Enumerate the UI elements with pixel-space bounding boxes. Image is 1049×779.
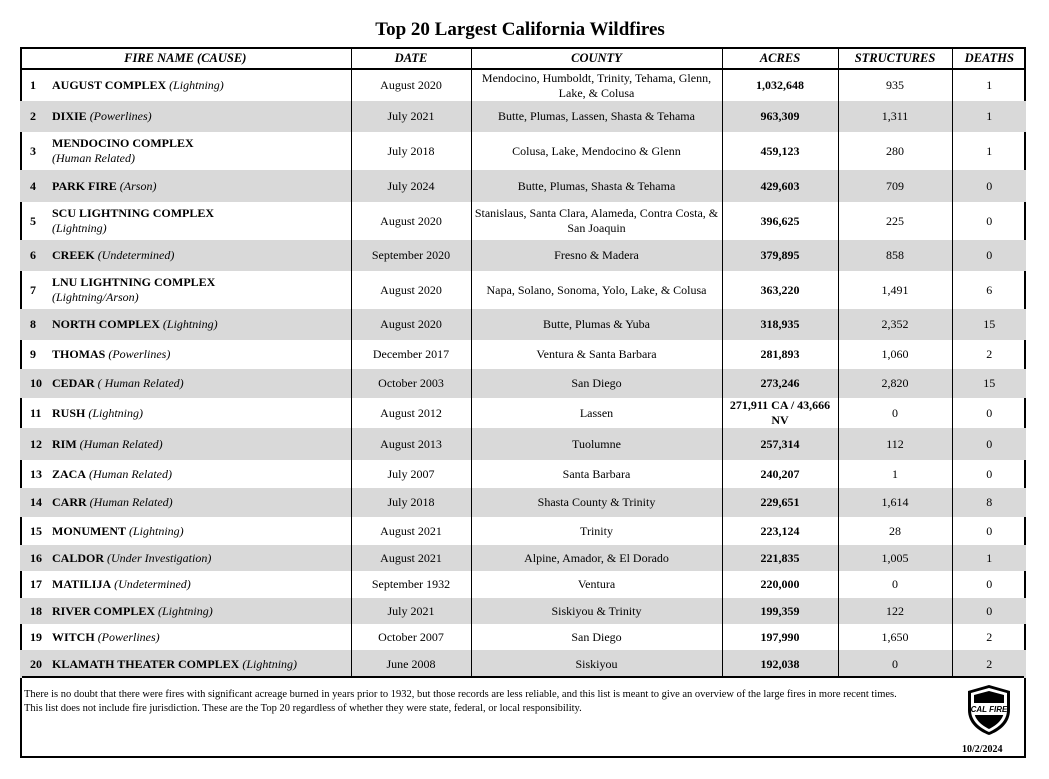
county-cell: Mendocino, Humboldt, Trinity, Tehama, Glenn, Lake, & Colusa xyxy=(471,69,722,101)
county-cell: Tuolumne xyxy=(471,428,722,460)
fire-name: NORTH COMPLEX xyxy=(52,317,160,332)
fire-name: PARK FIRE xyxy=(52,178,117,193)
fire-name-cell xyxy=(20,69,351,101)
structures-cell: 0 xyxy=(838,571,952,598)
header-structures: STRUCTURES xyxy=(838,49,952,69)
deaths-cell: 0 xyxy=(952,598,1026,624)
rank-number: 2 xyxy=(30,109,36,124)
fire-cause: (Human Related) xyxy=(89,466,172,481)
county-cell: Shasta County & Trinity xyxy=(471,488,722,517)
structures-cell: 1,060 xyxy=(838,340,952,369)
date-cell: August 2021 xyxy=(351,517,471,545)
fire-cause: (Undetermined) xyxy=(97,248,175,263)
date-cell: August 2013 xyxy=(351,428,471,460)
county-cell: Butte, Plumas, Shasta & Tehama xyxy=(471,170,722,202)
fire-name: RUSH xyxy=(52,405,86,420)
fire-name: KLAMATH THEATER COMPLEX xyxy=(52,656,240,671)
fire-cause: (Lightning) xyxy=(129,523,184,538)
table-row xyxy=(20,309,1026,340)
date-cell: July 2021 xyxy=(351,101,471,132)
fire-cause: (Powerlines) xyxy=(89,109,152,124)
deaths-cell: 0 xyxy=(952,517,1026,545)
date-cell: July 2007 xyxy=(351,460,471,488)
table-row xyxy=(20,202,1026,240)
rank-number: 9 xyxy=(30,347,36,362)
rank-number: 11 xyxy=(30,405,42,420)
document-date: 10/2/2024 xyxy=(962,744,1003,755)
fire-cause: (Lightning) xyxy=(169,78,224,93)
rank-number: 17 xyxy=(30,577,42,592)
fire-name: WITCH xyxy=(52,629,95,644)
structures-cell: 2,352 xyxy=(838,309,952,340)
fire-name: CARR xyxy=(52,495,87,510)
acres-cell: 197,990 xyxy=(722,624,838,650)
footer-note-acreage: There is no doubt that there were fires with significant acreage burned in years prior to 1932, but those records are less reliable, and this list is meant to give an overview of the large fires in more recent times. xyxy=(24,689,897,700)
deaths-cell: 15 xyxy=(952,369,1026,398)
table-row xyxy=(20,69,1026,101)
fire-name-cell xyxy=(20,240,351,271)
fire-cause: (Human Related) xyxy=(79,436,163,451)
fire-cause: (Powerlines) xyxy=(97,629,160,644)
rank-number: 18 xyxy=(30,603,42,618)
wildfires-table xyxy=(20,49,1026,678)
deaths-cell: 8 xyxy=(952,488,1026,517)
fire-cause: (Lightning/Arson) xyxy=(52,290,139,304)
header-deaths: DEATHS xyxy=(952,49,1026,69)
fire-cause: (Human Related) xyxy=(89,495,173,510)
rank-number: 8 xyxy=(30,317,36,332)
acres-cell: 318,935 xyxy=(722,309,838,340)
date-cell: July 2018 xyxy=(351,132,471,170)
fire-name-cell xyxy=(20,170,351,202)
rank-number: 10 xyxy=(30,376,42,391)
structures-cell: 2,820 xyxy=(838,369,952,398)
fire-cause: (Human Related) xyxy=(52,151,135,165)
fire-cause: (Lightning) xyxy=(162,317,218,332)
fire-cause: (Under Investigation) xyxy=(107,550,212,565)
county-cell: Butte, Plumas, Lassen, Shasta & Tehama xyxy=(471,101,722,132)
acres-cell: 192,038 xyxy=(722,650,838,678)
date-cell: September 2020 xyxy=(351,240,471,271)
rank-number: 6 xyxy=(30,248,36,263)
fire-name: ZACA xyxy=(52,466,87,481)
rank-number: 20 xyxy=(30,656,42,671)
county-cell: Siskiyou xyxy=(471,650,722,678)
structures-cell: 280 xyxy=(838,132,952,170)
county-cell: Santa Barbara xyxy=(471,460,722,488)
fire-name-cell xyxy=(20,650,351,678)
deaths-cell: 0 xyxy=(952,428,1026,460)
acres-cell: 429,603 xyxy=(722,170,838,202)
fire-name-cell xyxy=(20,545,351,571)
table-row xyxy=(20,132,1026,170)
structures-cell: 0 xyxy=(838,650,952,678)
fire-name-cell xyxy=(20,132,351,170)
acres-cell: 257,314 xyxy=(722,428,838,460)
rank-number: 12 xyxy=(30,436,42,451)
structures-cell: 112 xyxy=(838,428,952,460)
table-row xyxy=(20,271,1026,309)
date-cell: July 2018 xyxy=(351,488,471,517)
table-row xyxy=(20,340,1026,369)
acres-cell: 1,032,648 xyxy=(722,69,838,101)
acres-cell: 229,651 xyxy=(722,488,838,517)
deaths-cell: 0 xyxy=(952,170,1026,202)
structures-cell: 1,005 xyxy=(838,545,952,571)
rank-number: 4 xyxy=(30,178,36,193)
table-row xyxy=(20,240,1026,271)
fire-name: RIM xyxy=(52,436,77,451)
structures-cell: 122 xyxy=(838,598,952,624)
date-cell: August 2020 xyxy=(351,69,471,101)
fire-name: MONUMENT xyxy=(52,523,126,538)
table-row xyxy=(20,545,1026,571)
deaths-cell: 1 xyxy=(952,132,1026,170)
county-cell: Fresno & Madera xyxy=(471,240,722,271)
date-cell: July 2021 xyxy=(351,598,471,624)
fire-cause: (Lightning) xyxy=(242,656,298,671)
header-acres: ACRES xyxy=(722,49,838,69)
table-row xyxy=(20,571,1026,598)
structures-cell: 0 xyxy=(838,398,952,428)
date-cell: August 2021 xyxy=(351,545,471,571)
fire-name-cell xyxy=(20,571,351,598)
footer-note-jurisdiction: This list does not include fire jurisdiction. These are the Top 20 regardless of whether they were state, federal, or local responsibility. xyxy=(24,703,582,714)
fire-cause: (Powerlines) xyxy=(108,347,171,362)
table-row xyxy=(20,428,1026,460)
acres-cell: 240,207 xyxy=(722,460,838,488)
fire-name: LNU LIGHTNING COMPLEX xyxy=(52,275,216,289)
county-cell: San Diego xyxy=(471,624,722,650)
structures-cell: 858 xyxy=(838,240,952,271)
fire-name: MATILIJA xyxy=(52,577,112,592)
structures-cell: 225 xyxy=(838,202,952,240)
header-fire-name: FIRE NAME (CAUSE) xyxy=(20,49,351,69)
structures-cell: 1 xyxy=(838,460,952,488)
fire-name-cell xyxy=(20,398,351,428)
county-cell: Trinity xyxy=(471,517,722,545)
county-cell: Colusa, Lake, Mendocino & Glenn xyxy=(471,132,722,170)
table-row xyxy=(20,398,1026,428)
deaths-cell: 0 xyxy=(952,240,1026,271)
logo-text: CAL FIRE xyxy=(970,705,1008,714)
county-cell: Lassen xyxy=(471,398,722,428)
fire-cause: ( Human Related) xyxy=(97,376,184,391)
fire-name: CALDOR xyxy=(52,550,105,565)
header-row xyxy=(20,49,1026,69)
acres-cell: 221,835 xyxy=(722,545,838,571)
fire-name: SCU LIGHTNING COMPLEX xyxy=(52,206,215,220)
rank-number: 5 xyxy=(30,213,36,228)
fire-name-cell xyxy=(20,460,351,488)
table-row xyxy=(20,170,1026,202)
acres-cell: 273,246 xyxy=(722,369,838,398)
date-cell: August 2020 xyxy=(351,271,471,309)
deaths-cell: 1 xyxy=(952,69,1026,101)
deaths-cell: 0 xyxy=(952,202,1026,240)
rank-number: 13 xyxy=(30,466,42,481)
date-cell: September 1932 xyxy=(351,571,471,598)
structures-cell: 1,650 xyxy=(838,624,952,650)
rank-number: 1 xyxy=(30,78,36,93)
rank-number: 3 xyxy=(30,143,36,158)
table-row xyxy=(20,598,1026,624)
fire-name: RIVER COMPLEX xyxy=(52,603,156,618)
rank-number: 14 xyxy=(30,495,42,510)
fire-name-cell xyxy=(20,202,351,240)
fire-name: MENDOCINO COMPLEX xyxy=(52,136,194,150)
fire-cause: (Lightning) xyxy=(158,603,213,618)
table-row xyxy=(20,101,1026,132)
table-row xyxy=(20,624,1026,650)
date-cell: June 2008 xyxy=(351,650,471,678)
structures-cell: 1,614 xyxy=(838,488,952,517)
deaths-cell: 0 xyxy=(952,398,1026,428)
table-row xyxy=(20,488,1026,517)
fire-name-cell xyxy=(20,309,351,340)
deaths-cell: 2 xyxy=(952,340,1026,369)
acres-cell: 271,911 CA / 43,666 NV xyxy=(722,398,838,428)
acres-cell: 963,309 xyxy=(722,101,838,132)
fire-cause: (Lightning) xyxy=(52,221,107,235)
fire-cause: (Lightning) xyxy=(88,405,144,420)
county-cell: Stanislaus, Santa Clara, Alameda, Contra Costa, & San Joaquin xyxy=(471,202,722,240)
date-cell: August 2020 xyxy=(351,202,471,240)
table-row xyxy=(20,460,1026,488)
structures-cell: 935 xyxy=(838,69,952,101)
footer-note xyxy=(24,688,954,716)
table-row xyxy=(20,517,1026,545)
fire-cause: (Undetermined) xyxy=(114,577,191,592)
date-cell: December 2017 xyxy=(351,340,471,369)
fire-name-cell xyxy=(20,428,351,460)
county-cell: San Diego xyxy=(471,369,722,398)
date-cell: July 2024 xyxy=(351,170,471,202)
structures-cell: 709 xyxy=(838,170,952,202)
deaths-cell: 1 xyxy=(952,545,1026,571)
acres-cell: 281,893 xyxy=(722,340,838,369)
rank-number: 15 xyxy=(30,523,42,538)
acres-cell: 396,625 xyxy=(722,202,838,240)
cal-fire-shield-icon xyxy=(966,684,1012,736)
county-cell: Ventura & Santa Barbara xyxy=(471,340,722,369)
fire-cause: (Arson) xyxy=(119,178,157,193)
acres-cell: 379,895 xyxy=(722,240,838,271)
rank-number: 7 xyxy=(30,282,36,297)
acres-cell: 363,220 xyxy=(722,271,838,309)
fire-name-cell xyxy=(20,488,351,517)
date-cell: August 2012 xyxy=(351,398,471,428)
fire-name-cell xyxy=(20,340,351,369)
fire-name-cell xyxy=(20,517,351,545)
acres-cell: 220,000 xyxy=(722,571,838,598)
county-cell: Ventura xyxy=(471,571,722,598)
fire-name-cell xyxy=(20,101,351,132)
county-cell: Butte, Plumas & Yuba xyxy=(471,309,722,340)
header-county: COUNTY xyxy=(471,49,722,69)
deaths-cell: 0 xyxy=(952,460,1026,488)
fire-name-cell xyxy=(20,624,351,650)
acres-cell: 199,359 xyxy=(722,598,838,624)
footer xyxy=(22,676,1024,758)
deaths-cell: 15 xyxy=(952,309,1026,340)
fire-name: DIXIE xyxy=(52,109,87,124)
page-title: Top 20 Largest California Wildfires xyxy=(375,19,665,40)
date-cell: October 2003 xyxy=(351,369,471,398)
rank-number: 19 xyxy=(30,629,42,644)
fire-name: THOMAS xyxy=(52,347,106,362)
date-cell: August 2020 xyxy=(351,309,471,340)
deaths-cell: 1 xyxy=(952,101,1026,132)
structures-cell: 28 xyxy=(838,517,952,545)
deaths-cell: 6 xyxy=(952,271,1026,309)
structures-cell: 1,311 xyxy=(838,101,952,132)
fire-name-cell xyxy=(20,271,351,309)
acres-cell: 459,123 xyxy=(722,132,838,170)
header-date: DATE xyxy=(351,49,471,69)
fire-name: CREEK xyxy=(52,248,95,263)
table-row xyxy=(20,369,1026,398)
county-cell: Alpine, Amador, & El Dorado xyxy=(471,545,722,571)
fire-name-cell xyxy=(20,598,351,624)
fire-name: AUGUST COMPLEX xyxy=(52,78,167,93)
fire-name-cell xyxy=(20,369,351,398)
deaths-cell: 2 xyxy=(952,650,1026,678)
deaths-cell: 0 xyxy=(952,571,1026,598)
fire-name: CEDAR xyxy=(52,376,95,391)
acres-cell: 223,124 xyxy=(722,517,838,545)
structures-cell: 1,491 xyxy=(838,271,952,309)
county-cell: Siskiyou & Trinity xyxy=(471,598,722,624)
county-cell: Napa, Solano, Sonoma, Yolo, Lake, & Colusa xyxy=(471,271,722,309)
rank-number: 16 xyxy=(30,550,42,565)
table-row xyxy=(20,650,1026,678)
deaths-cell: 2 xyxy=(952,624,1026,650)
date-cell: October 2007 xyxy=(351,624,471,650)
